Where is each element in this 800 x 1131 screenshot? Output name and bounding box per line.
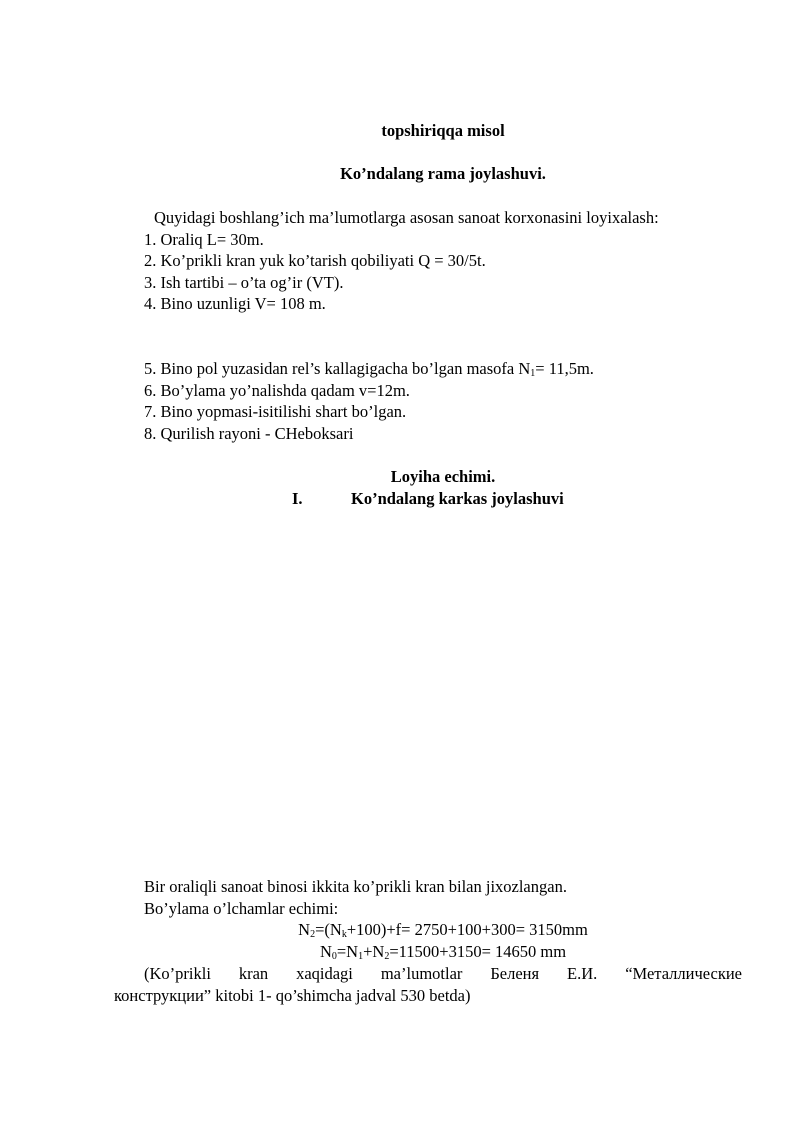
formula-text: +100)+f= 2750+100+300= 3150mm: [346, 920, 588, 939]
formula: [0, 920, 800, 940]
subscript: 0: [331, 951, 337, 962]
section-title: Ko’ndalang karkas joylashuvi: [351, 489, 564, 508]
subscript: 1: [530, 368, 536, 379]
formula-text: N: [319, 942, 332, 961]
list-item: 3. Ish tartibi – o’ta og’ir (VT).: [144, 273, 344, 292]
document-subheading: Ko’ndalang rama joylashuvi.: [340, 164, 546, 183]
reference-word: Беленя: [490, 964, 540, 983]
list-item: 1. Oraliq L= 30m.: [144, 230, 264, 249]
intro-text: Quyidagi boshlang’ich ma’lumotlarga asosan sanoat korxonasini loyixalash:: [154, 208, 659, 227]
reference-word: “Металлические: [625, 964, 742, 983]
list-item: 7. Bino yopmasi-isitilishi shart bo’lgan.: [144, 402, 407, 421]
list-item: 6. Bo’ylama yo’nalishda qadam v=12m.: [144, 381, 410, 400]
reference-word: kran: [238, 964, 269, 983]
solution-title: Loyiha echimi.: [390, 467, 496, 486]
list-item: 4. Bino uzunligi V= 108 m.: [144, 294, 326, 313]
reference-line: [144, 964, 742, 984]
figure-placeholder: [144, 520, 742, 870]
subscript: 1: [358, 951, 364, 962]
reference-word: (Ko’prikli: [144, 964, 211, 983]
reference-word: xaqidagi: [296, 964, 353, 983]
list-item-text: = 11,5m.: [535, 359, 594, 378]
section-numeral: I.: [292, 489, 303, 508]
list-item: 8. Qurilish rayoni - CHeboksari: [144, 424, 354, 443]
subscript: k: [341, 929, 347, 940]
formula-text: +N: [363, 942, 385, 961]
document-heading: topshiriqqa misol: [381, 121, 505, 140]
subscript: 2: [310, 929, 316, 940]
list-item-text: 5. Bino pol yuzasidan rel’s kallagigacha bo’lgan masofa N: [144, 359, 531, 378]
reference-word: ma’lumotlar: [380, 964, 463, 983]
list-item: [144, 359, 594, 379]
reference-word: Е.И.: [567, 964, 598, 983]
formula: [0, 942, 800, 962]
formula-text: =N: [336, 942, 359, 961]
subscript: 2: [384, 951, 390, 962]
reference-line-continued: конструкции” kitobi 1- qo’shimcha jadval 530 betda): [114, 986, 471, 1005]
formula-text: =11500+3150= 14650 mm: [389, 942, 567, 961]
paragraph: Bir oraliqli sanoat binosi ikkita ko’prikli kran bilan jixozlangan.: [144, 877, 567, 896]
paragraph: Bo’ylama o’lchamlar echimi:: [144, 899, 339, 918]
formula-text: =(N: [315, 920, 342, 939]
list-item: 2. Ko’prikli kran yuk ko’tarish qobiliyati Q = 30/5t.: [144, 251, 486, 270]
formula-text: N: [298, 920, 311, 939]
